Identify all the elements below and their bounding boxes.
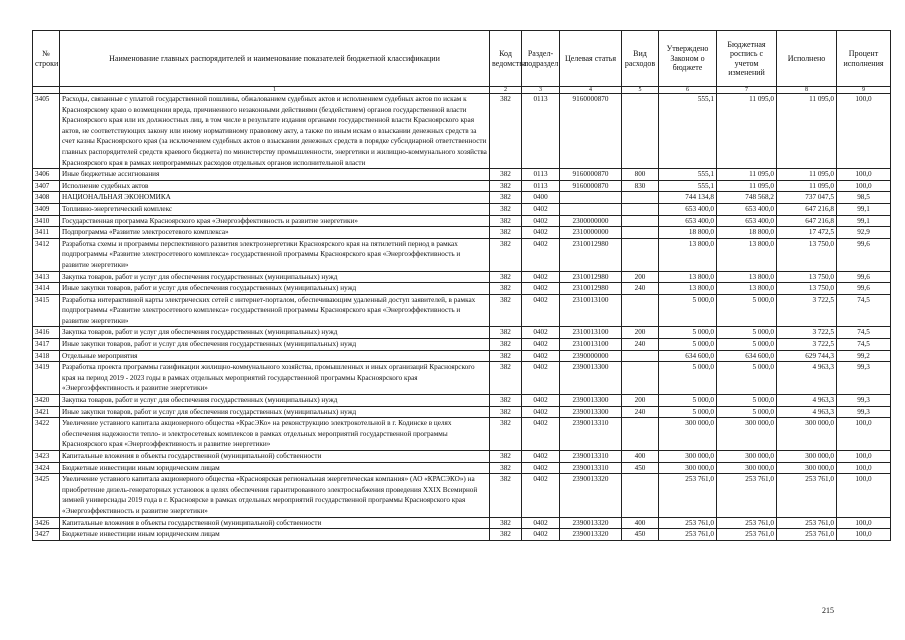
executed-amount: 11 095,0 <box>777 169 837 181</box>
execution-percent: 100,0 <box>837 451 891 463</box>
plan-amount: 5 000,0 <box>717 362 777 395</box>
approved-amount: 634 600,0 <box>659 350 717 362</box>
plan-amount: 300 000,0 <box>717 451 777 463</box>
approved-amount: 300 000,0 <box>659 462 717 474</box>
plan-amount: 253 761,0 <box>717 517 777 529</box>
department-code: 382 <box>490 395 522 407</box>
header-executed: Исполнено <box>777 31 837 87</box>
executed-amount: 3 722,5 <box>777 327 837 339</box>
expense-type: 800 <box>622 169 659 181</box>
header-name: Наименование главных распорядителей и наименование показателей бюджетной классификации <box>60 31 490 87</box>
approved-amount: 5 000,0 <box>659 406 717 418</box>
approved-amount: 555,1 <box>659 94 717 169</box>
row-number: 3416 <box>33 327 60 339</box>
department-code: 382 <box>490 203 522 215</box>
approved-amount: 18 800,0 <box>659 227 717 239</box>
department-code: 382 <box>490 238 522 271</box>
plan-amount: 300 000,0 <box>717 418 777 451</box>
executed-amount: 13 750,0 <box>777 283 837 295</box>
section-code: 0402 <box>522 227 560 239</box>
target-article: 2310013100 <box>560 327 622 339</box>
execution-percent: 100,0 <box>837 94 891 169</box>
row-name: Увеличение уставного капитала акционерного общества «КрасЭКо» на реконструкцию электрокотельной в г. Кодинске в целях обеспечения надежности тепло- и электросетевых комплексов в рамках отдельных мероприятий государственной программы Красноярского края «Энергоэффективность и развитие энергетики» <box>60 418 490 451</box>
plan-amount: 5 000,0 <box>717 406 777 418</box>
target-article: 2300000000 <box>560 215 622 227</box>
column-number: 3 <box>522 87 560 94</box>
header-budget-plan: Бюджетная роспись с учетом изменений <box>717 31 777 87</box>
column-number: 8 <box>777 87 837 94</box>
table-row <box>33 529 891 541</box>
section-code: 0402 <box>522 406 560 418</box>
table-row <box>33 215 891 227</box>
section-code: 0402 <box>522 418 560 451</box>
executed-amount: 11 095,0 <box>777 180 837 192</box>
execution-percent: 74,5 <box>837 327 891 339</box>
executed-amount: 4 963,3 <box>777 406 837 418</box>
table-row <box>33 203 891 215</box>
department-code: 382 <box>490 474 522 517</box>
approved-amount: 300 000,0 <box>659 451 717 463</box>
approved-amount: 5 000,0 <box>659 294 717 327</box>
department-code: 382 <box>490 462 522 474</box>
expense-type: 400 <box>622 451 659 463</box>
expense-type <box>622 203 659 215</box>
department-code: 382 <box>490 271 522 283</box>
department-code: 382 <box>490 517 522 529</box>
row-number: 3407 <box>33 180 60 192</box>
header-target-article: Целевая статья <box>560 31 622 87</box>
row-name: Иные бюджетные ассигнования <box>60 169 490 181</box>
table-row <box>33 350 891 362</box>
table-row <box>33 283 891 295</box>
execution-percent: 100,0 <box>837 169 891 181</box>
target-article: 2310012980 <box>560 283 622 295</box>
column-number-row <box>33 87 891 94</box>
row-number: 3409 <box>33 203 60 215</box>
table-row <box>33 406 891 418</box>
column-number: 7 <box>717 87 777 94</box>
execution-percent: 99,1 <box>837 203 891 215</box>
expense-type <box>622 418 659 451</box>
department-code: 382 <box>490 215 522 227</box>
expense-type: 200 <box>622 271 659 283</box>
expense-type: 200 <box>622 395 659 407</box>
row-name: Подпрограмма «Развитие электросетевого комплекса» <box>60 227 490 239</box>
expense-type <box>622 227 659 239</box>
department-code: 382 <box>490 529 522 541</box>
table-row <box>33 451 891 463</box>
department-code: 382 <box>490 180 522 192</box>
row-number: 3414 <box>33 283 60 295</box>
section-code: 0402 <box>522 215 560 227</box>
approved-amount: 13 800,0 <box>659 271 717 283</box>
approved-amount: 653 400,0 <box>659 203 717 215</box>
target-article: 2390013300 <box>560 362 622 395</box>
execution-percent: 99,1 <box>837 215 891 227</box>
department-code: 382 <box>490 294 522 327</box>
table-row <box>33 462 891 474</box>
approved-amount: 300 000,0 <box>659 418 717 451</box>
header-expense-type: Вид расходов <box>622 31 659 87</box>
section-code: 0402 <box>522 271 560 283</box>
target-article: 9160000870 <box>560 180 622 192</box>
row-name: Закупка товаров, работ и услуг для обеспечения государственных (муниципальных) нужд <box>60 327 490 339</box>
plan-amount: 653 400,0 <box>717 215 777 227</box>
section-code: 0113 <box>522 169 560 181</box>
target-article: 2390013320 <box>560 517 622 529</box>
section-code: 0402 <box>522 529 560 541</box>
row-name: Разработка проекта программы газификации жилищно-коммунального хозяйства, промышленных и иных организаций Красноярского края на период 2019 - 2023 годы в рамках отдельных мероприятий государственной программы Красноярского края «Энергоэффективность и развитие энергетики» <box>60 362 490 395</box>
executed-amount: 253 761,0 <box>777 529 837 541</box>
execution-percent: 74,5 <box>837 339 891 351</box>
department-code: 382 <box>490 418 522 451</box>
row-name: Государственная программа Красноярского края «Энергоэффективность и развитие энергетики» <box>60 215 490 227</box>
row-number: 3425 <box>33 474 60 517</box>
section-code: 0402 <box>522 350 560 362</box>
expense-type: 400 <box>622 517 659 529</box>
table-row <box>33 362 891 395</box>
row-number: 3427 <box>33 529 60 541</box>
execution-percent: 99,3 <box>837 362 891 395</box>
row-number: 3405 <box>33 94 60 169</box>
row-number: 3413 <box>33 271 60 283</box>
column-number: 5 <box>622 87 659 94</box>
target-article: 2390013310 <box>560 462 622 474</box>
row-number: 3412 <box>33 238 60 271</box>
approved-amount: 653 400,0 <box>659 215 717 227</box>
header-section: Раздел-подраздел <box>522 31 560 87</box>
table-row <box>33 517 891 529</box>
section-code: 0402 <box>522 327 560 339</box>
row-name: Капитальные вложения в объекты государственной (муниципальной) собственности <box>60 451 490 463</box>
row-name: НАЦИОНАЛЬНАЯ ЭКОНОМИКА <box>60 192 490 204</box>
target-article: 2390013320 <box>560 529 622 541</box>
expense-type <box>622 362 659 395</box>
approved-amount: 555,1 <box>659 180 717 192</box>
approved-amount: 253 761,0 <box>659 529 717 541</box>
approved-amount: 5 000,0 <box>659 339 717 351</box>
executed-amount: 253 761,0 <box>777 517 837 529</box>
row-name: Закупка товаров, работ и услуг для обеспечения государственных (муниципальных) нужд <box>60 271 490 283</box>
section-code: 0402 <box>522 517 560 529</box>
page-number: 215 <box>822 606 834 615</box>
row-name: Иные закупки товаров, работ и услуг для обеспечения государственных (муниципальных) нужд <box>60 339 490 351</box>
section-code: 0402 <box>522 462 560 474</box>
section-code: 0402 <box>522 474 560 517</box>
section-code: 0402 <box>522 451 560 463</box>
target-article: 2310012980 <box>560 238 622 271</box>
approved-amount: 5 000,0 <box>659 327 717 339</box>
target-article: 2310013100 <box>560 294 622 327</box>
plan-amount: 5 000,0 <box>717 327 777 339</box>
section-code: 0400 <box>522 192 560 204</box>
execution-percent: 100,0 <box>837 517 891 529</box>
table-row <box>33 327 891 339</box>
section-code: 0402 <box>522 203 560 215</box>
plan-amount: 653 400,0 <box>717 203 777 215</box>
executed-amount: 13 750,0 <box>777 238 837 271</box>
plan-amount: 13 800,0 <box>717 271 777 283</box>
expense-type <box>622 350 659 362</box>
executed-amount: 737 047,5 <box>777 192 837 204</box>
department-code: 382 <box>490 227 522 239</box>
plan-amount: 5 000,0 <box>717 339 777 351</box>
column-number: 9 <box>837 87 891 94</box>
department-code: 382 <box>490 169 522 181</box>
execution-percent: 100,0 <box>837 418 891 451</box>
row-number: 3408 <box>33 192 60 204</box>
approved-amount: 5 000,0 <box>659 395 717 407</box>
column-number: 4 <box>560 87 622 94</box>
section-code: 0402 <box>522 362 560 395</box>
target-article: 2310012980 <box>560 271 622 283</box>
executed-amount: 300 000,0 <box>777 462 837 474</box>
table-row <box>33 271 891 283</box>
expense-type <box>622 215 659 227</box>
executed-amount: 4 963,3 <box>777 362 837 395</box>
row-number: 3410 <box>33 215 60 227</box>
table-row <box>33 418 891 451</box>
target-article: 2390013320 <box>560 474 622 517</box>
approved-amount: 13 800,0 <box>659 238 717 271</box>
expense-type: 830 <box>622 180 659 192</box>
executed-amount: 647 216,8 <box>777 203 837 215</box>
table-row <box>33 339 891 351</box>
table-row <box>33 294 891 327</box>
expense-type <box>622 94 659 169</box>
row-number: 3417 <box>33 339 60 351</box>
executed-amount: 11 095,0 <box>777 94 837 169</box>
executed-amount: 253 761,0 <box>777 474 837 517</box>
header-approved: Утверждено Законом о бюджете <box>659 31 717 87</box>
row-name: Иные закупки товаров, работ и услуг для обеспечения государственных (муниципальных) нужд <box>60 283 490 295</box>
execution-percent: 100,0 <box>837 474 891 517</box>
row-number: 3424 <box>33 462 60 474</box>
table-row <box>33 227 891 239</box>
executed-amount: 3 722,5 <box>777 339 837 351</box>
header-row-number: № строки <box>33 31 60 87</box>
execution-percent: 99,2 <box>837 350 891 362</box>
expense-type: 240 <box>622 339 659 351</box>
plan-amount: 5 000,0 <box>717 395 777 407</box>
department-code: 382 <box>490 406 522 418</box>
execution-percent: 99,3 <box>837 395 891 407</box>
row-name: Разработка интерактивной карты электрических сетей с интернет-порталом, обеспечивающим удаленный доступ заявителей, в рамках подпрограммы «Развитие электросетевого комплекса» государственной программы Красноярского края «Энергоэффективность и развитие энергетики» <box>60 294 490 327</box>
section-code: 0402 <box>522 283 560 295</box>
approved-amount: 253 761,0 <box>659 517 717 529</box>
plan-amount: 300 000,0 <box>717 462 777 474</box>
row-number: 3406 <box>33 169 60 181</box>
executed-amount: 4 963,3 <box>777 395 837 407</box>
execution-percent: 100,0 <box>837 462 891 474</box>
section-code: 0113 <box>522 180 560 192</box>
section-code: 0113 <box>522 94 560 169</box>
column-number: 1 <box>60 87 490 94</box>
column-number: 2 <box>490 87 522 94</box>
department-code: 382 <box>490 350 522 362</box>
row-number: 3411 <box>33 227 60 239</box>
execution-percent: 98,5 <box>837 192 891 204</box>
row-name: Бюджетные инвестиции иным юридическим лицам <box>60 529 490 541</box>
plan-amount: 253 761,0 <box>717 529 777 541</box>
row-number: 3415 <box>33 294 60 327</box>
department-code: 382 <box>490 339 522 351</box>
approved-amount: 253 761,0 <box>659 474 717 517</box>
row-name: Капитальные вложения в объекты государственной (муниципальной) собственности <box>60 517 490 529</box>
department-code: 382 <box>490 451 522 463</box>
row-name: Разработка схемы и программы перспективного развития электроэнергетики Красноярского края на пятилетний период в рамках подпрограммы «Развитие электросетевого комплекса» государственной программы Красноярского края «Энергоэффективность и развитие энергетики» <box>60 238 490 271</box>
row-name: Исполнение судебных актов <box>60 180 490 192</box>
execution-percent: 100,0 <box>837 529 891 541</box>
executed-amount: 300 000,0 <box>777 418 837 451</box>
executed-amount: 17 472,5 <box>777 227 837 239</box>
executed-amount: 629 744,3 <box>777 350 837 362</box>
execution-percent: 74,5 <box>837 294 891 327</box>
executed-amount: 3 722,5 <box>777 294 837 327</box>
executed-amount: 300 000,0 <box>777 451 837 463</box>
row-number: 3426 <box>33 517 60 529</box>
expense-type: 240 <box>622 283 659 295</box>
execution-percent: 99,3 <box>837 406 891 418</box>
plan-amount: 11 095,0 <box>717 180 777 192</box>
column-number: 6 <box>659 87 717 94</box>
approved-amount: 744 134,8 <box>659 192 717 204</box>
target-article: 2390013300 <box>560 395 622 407</box>
row-name: Топливно-энергетический комплекс <box>60 203 490 215</box>
department-code: 382 <box>490 327 522 339</box>
header-percent: Процент исполнения <box>837 31 891 87</box>
section-code: 0402 <box>522 339 560 351</box>
budget-report-sheet <box>32 30 890 541</box>
plan-amount: 13 800,0 <box>717 238 777 271</box>
table-row <box>33 169 891 181</box>
row-name: Расходы, связанные с уплатой государственной пошлины, обжалованием судебных актов и исполнением судебных актов по искам к Красноярскому краю о возмещении вреда, причиненного незаконными действиями (бездействием) органов государственной власти Красноярского края или их должностных лиц, в том числе в результате издания органами государственной власти Красноярского края актов, не соответствующих закону или иному нормативному правовому акту, а также по иным искам о взыскании денежных средств за счет казны Красноярского края (за исключением судебных актов о взыскании денежных средств в порядке субсидиарной ответственности главных распорядителей средств краевого бюджета) по министерству промышленности, энергетики и жилищно-коммунального хозяйства Красноярского края в рамках непрограммных расходов отдельных органов исполнительной власти <box>60 94 490 169</box>
execution-percent: 99,6 <box>837 238 891 271</box>
department-code: 382 <box>490 283 522 295</box>
section-code: 0402 <box>522 395 560 407</box>
target-article: 2310000000 <box>560 227 622 239</box>
row-name: Закупка товаров, работ и услуг для обеспечения государственных (муниципальных) нужд <box>60 395 490 407</box>
table-row <box>33 192 891 204</box>
row-number: 3420 <box>33 395 60 407</box>
expense-type <box>622 192 659 204</box>
table-row <box>33 474 891 517</box>
row-number: 3423 <box>33 451 60 463</box>
expense-type <box>622 238 659 271</box>
row-number: 3418 <box>33 350 60 362</box>
row-name: Увеличение уставного капитала акционерного общества «Красноярская региональная энергетическая компания» (АО «КРАСЭКО») на приобретение дизель-генераторных установок в целях обеспечения гарантированного электроснабжения проведения XXIX Всемирной зимней универсиады 2019 года в г. Красноярске в рамках отдельных мероприятий государственной программы Красноярского края «Энергоэффективность и развитие энергетики» <box>60 474 490 517</box>
plan-amount: 634 600,0 <box>717 350 777 362</box>
target-article <box>560 192 622 204</box>
expense-type: 240 <box>622 406 659 418</box>
target-article: 2390013300 <box>560 406 622 418</box>
department-code: 382 <box>490 362 522 395</box>
target-article: 9160000870 <box>560 169 622 181</box>
target-article: 9160000870 <box>560 94 622 169</box>
table-row <box>33 94 891 169</box>
row-name: Бюджетные инвестиции иным юридическим лицам <box>60 462 490 474</box>
table-row <box>33 395 891 407</box>
expense-type <box>622 294 659 327</box>
row-number: 3421 <box>33 406 60 418</box>
plan-amount: 5 000,0 <box>717 294 777 327</box>
plan-amount: 748 568,2 <box>717 192 777 204</box>
table-row <box>33 238 891 271</box>
plan-amount: 11 095,0 <box>717 169 777 181</box>
department-code: 382 <box>490 94 522 169</box>
approved-amount: 555,1 <box>659 169 717 181</box>
row-number: 3419 <box>33 362 60 395</box>
execution-percent: 99,6 <box>837 271 891 283</box>
target-article: 2390013310 <box>560 418 622 451</box>
section-code: 0402 <box>522 238 560 271</box>
plan-amount: 18 800,0 <box>717 227 777 239</box>
target-article: 2390000000 <box>560 350 622 362</box>
execution-percent: 100,0 <box>837 180 891 192</box>
row-name: Отдельные мероприятия <box>60 350 490 362</box>
executed-amount: 13 750,0 <box>777 271 837 283</box>
header-department-code: Код ведомства <box>490 31 522 87</box>
plan-amount: 253 761,0 <box>717 474 777 517</box>
budget-table <box>32 30 891 541</box>
column-number <box>33 87 60 94</box>
plan-amount: 11 095,0 <box>717 94 777 169</box>
expense-type: 200 <box>622 327 659 339</box>
execution-percent: 92,9 <box>837 227 891 239</box>
target-article: 2310013100 <box>560 339 622 351</box>
plan-amount: 13 800,0 <box>717 283 777 295</box>
row-name: Иные закупки товаров, работ и услуг для обеспечения государственных (муниципальных) нужд <box>60 406 490 418</box>
execution-percent: 99,6 <box>837 283 891 295</box>
department-code: 382 <box>490 192 522 204</box>
target-article: 2390013310 <box>560 451 622 463</box>
section-code: 0402 <box>522 294 560 327</box>
table-header-row <box>33 31 891 87</box>
executed-amount: 647 216,8 <box>777 215 837 227</box>
approved-amount: 5 000,0 <box>659 362 717 395</box>
table-row <box>33 180 891 192</box>
expense-type <box>622 474 659 517</box>
row-number: 3422 <box>33 418 60 451</box>
approved-amount: 13 800,0 <box>659 283 717 295</box>
expense-type: 450 <box>622 529 659 541</box>
expense-type: 450 <box>622 462 659 474</box>
target-article <box>560 203 622 215</box>
